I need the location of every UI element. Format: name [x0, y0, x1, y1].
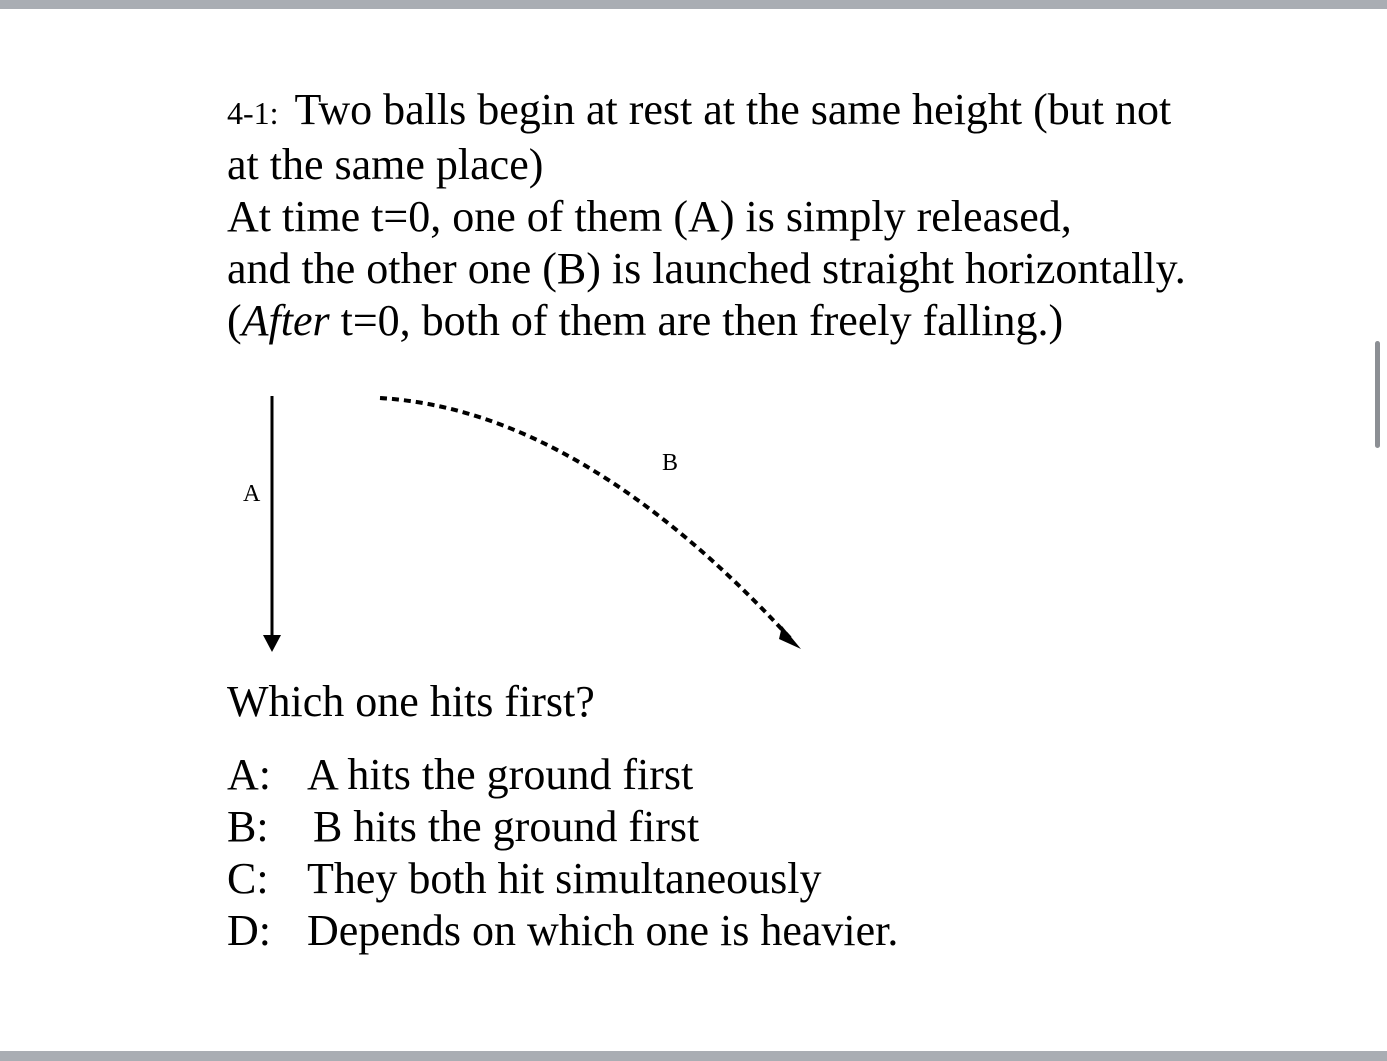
- answer-choices: [227, 749, 898, 957]
- window-top-bar: [0, 0, 1387, 9]
- question-line-2: at the same place): [227, 140, 544, 189]
- question-line-5-italic: After: [241, 296, 330, 345]
- ball-b-path: [380, 398, 790, 638]
- vertical-scrollbar-thumb[interactable]: [1375, 341, 1380, 448]
- choice-b: [227, 801, 898, 853]
- question-number: 4-1:: [227, 95, 279, 131]
- choice-c: [227, 853, 898, 905]
- choice-c-letter: C:: [227, 854, 269, 903]
- question-line-5-paren: (: [227, 296, 242, 345]
- question-text: [227, 84, 1287, 347]
- question-line-1-text: Two balls begin at rest at the same height (but not: [294, 85, 1172, 134]
- question-line-5: [227, 295, 1287, 347]
- choice-a: [227, 749, 898, 801]
- question-line-1: [227, 84, 1287, 139]
- window-bottom-bar: [0, 1051, 1387, 1061]
- choice-d: [227, 905, 898, 957]
- choice-d-text: Depends on which one is heavier.: [307, 906, 899, 955]
- choice-a-letter: A:: [227, 750, 271, 799]
- label-a: A: [243, 481, 261, 507]
- choice-a-text: A hits the ground first: [307, 750, 694, 799]
- question-line-3: At time t=0, one of them (A) is simply released,: [227, 192, 1072, 241]
- choice-b-letter: B:: [227, 802, 269, 851]
- trajectory-diagram: [200, 370, 840, 670]
- choice-c-text: They both hit simultaneously: [307, 854, 822, 903]
- ball-b-arrowhead: [779, 626, 801, 649]
- choice-d-letter: D:: [227, 906, 271, 955]
- question-prompt: Which one hits first?: [227, 677, 595, 726]
- choice-b-text: B hits the ground first: [313, 802, 700, 851]
- question-line-5-rest: t=0, both of them are then freely falling.): [329, 296, 1064, 345]
- ball-a-arrowhead: [263, 635, 281, 652]
- label-b: B: [662, 450, 679, 476]
- question-line-4: and the other one (B) is launched straight horizontally.: [227, 244, 1186, 293]
